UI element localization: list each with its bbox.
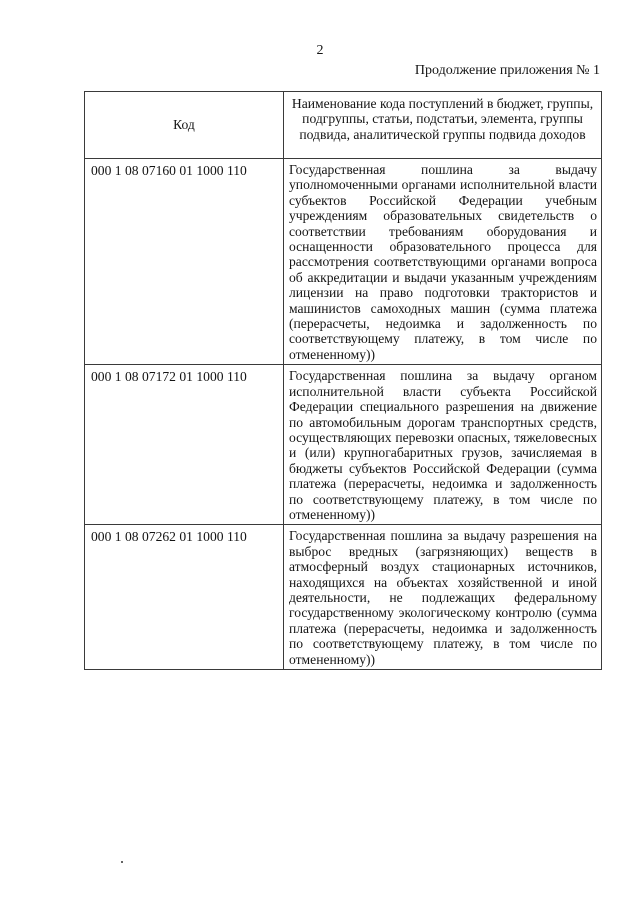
header-code: Код bbox=[85, 92, 284, 159]
row-name: Государственная пошлина за выдачу органом исполнительной власти субъекта Российской Федерации специального разрешения на движение по автомобильным дорогам транспортных средств, осуществляющих перевозки опасных, тяжеловесных и (или) крупногабаритных грузов, зачисляемая в бюджеты субъектов Российской Федерации (сумма платежа (перерасчеты, недоимка и задолженность по соответствующему платежу, в том числе по отмененному)) bbox=[284, 365, 602, 525]
header-name: Наименование кода поступлений в бюджет, группы, подгруппы, статьи, подстатьи, элемента, группы подвида, аналитической группы подвида доходов bbox=[284, 92, 602, 159]
row-name: Государственная пошлина за выдачу разрешения на выброс вредных (загрязняющих) веществ в атмосферный воздух стационарных источников, находящихся на объектах хозяйственной и иной деятельности, не подлежащих федеральному государственному экологическому контролю (сумма платежа (перерасчеты, недоимка и задолженность по соответствующему платежу, в том числе по отмененному)) bbox=[284, 525, 602, 670]
page-number: 2 bbox=[316, 43, 324, 58]
table-header-row bbox=[85, 92, 602, 159]
appendix-continuation-label: Продолжение приложения № 1 bbox=[414, 63, 600, 78]
row-code: 000 1 08 07262 01 1000 110 bbox=[85, 525, 284, 670]
table-row bbox=[85, 525, 602, 670]
table-row bbox=[85, 159, 602, 365]
revenue-codes-table bbox=[84, 91, 602, 670]
table-row bbox=[85, 365, 602, 525]
row-name: Государственная пошлина за выдачу уполномоченными органами исполнительной власти субъектов Российской Федерации учебным учреждениям образовательных свидетельств о соответствии требованиям оборудования и оснащенности образовательного процесса для рассмотрения соответствующими органами вопроса об аккредитации и выдачи указанным учреждениям лицензии на право подготовки трактористов и машинистов самоходных машин (сумма платежа (перерасчеты, недоимка и задолженность по соответствующему платежу, в том числе по отмененному)) bbox=[284, 159, 602, 365]
scan-speck bbox=[121, 861, 123, 863]
row-code: 000 1 08 07172 01 1000 110 bbox=[85, 365, 284, 525]
row-code: 000 1 08 07160 01 1000 110 bbox=[85, 159, 284, 365]
